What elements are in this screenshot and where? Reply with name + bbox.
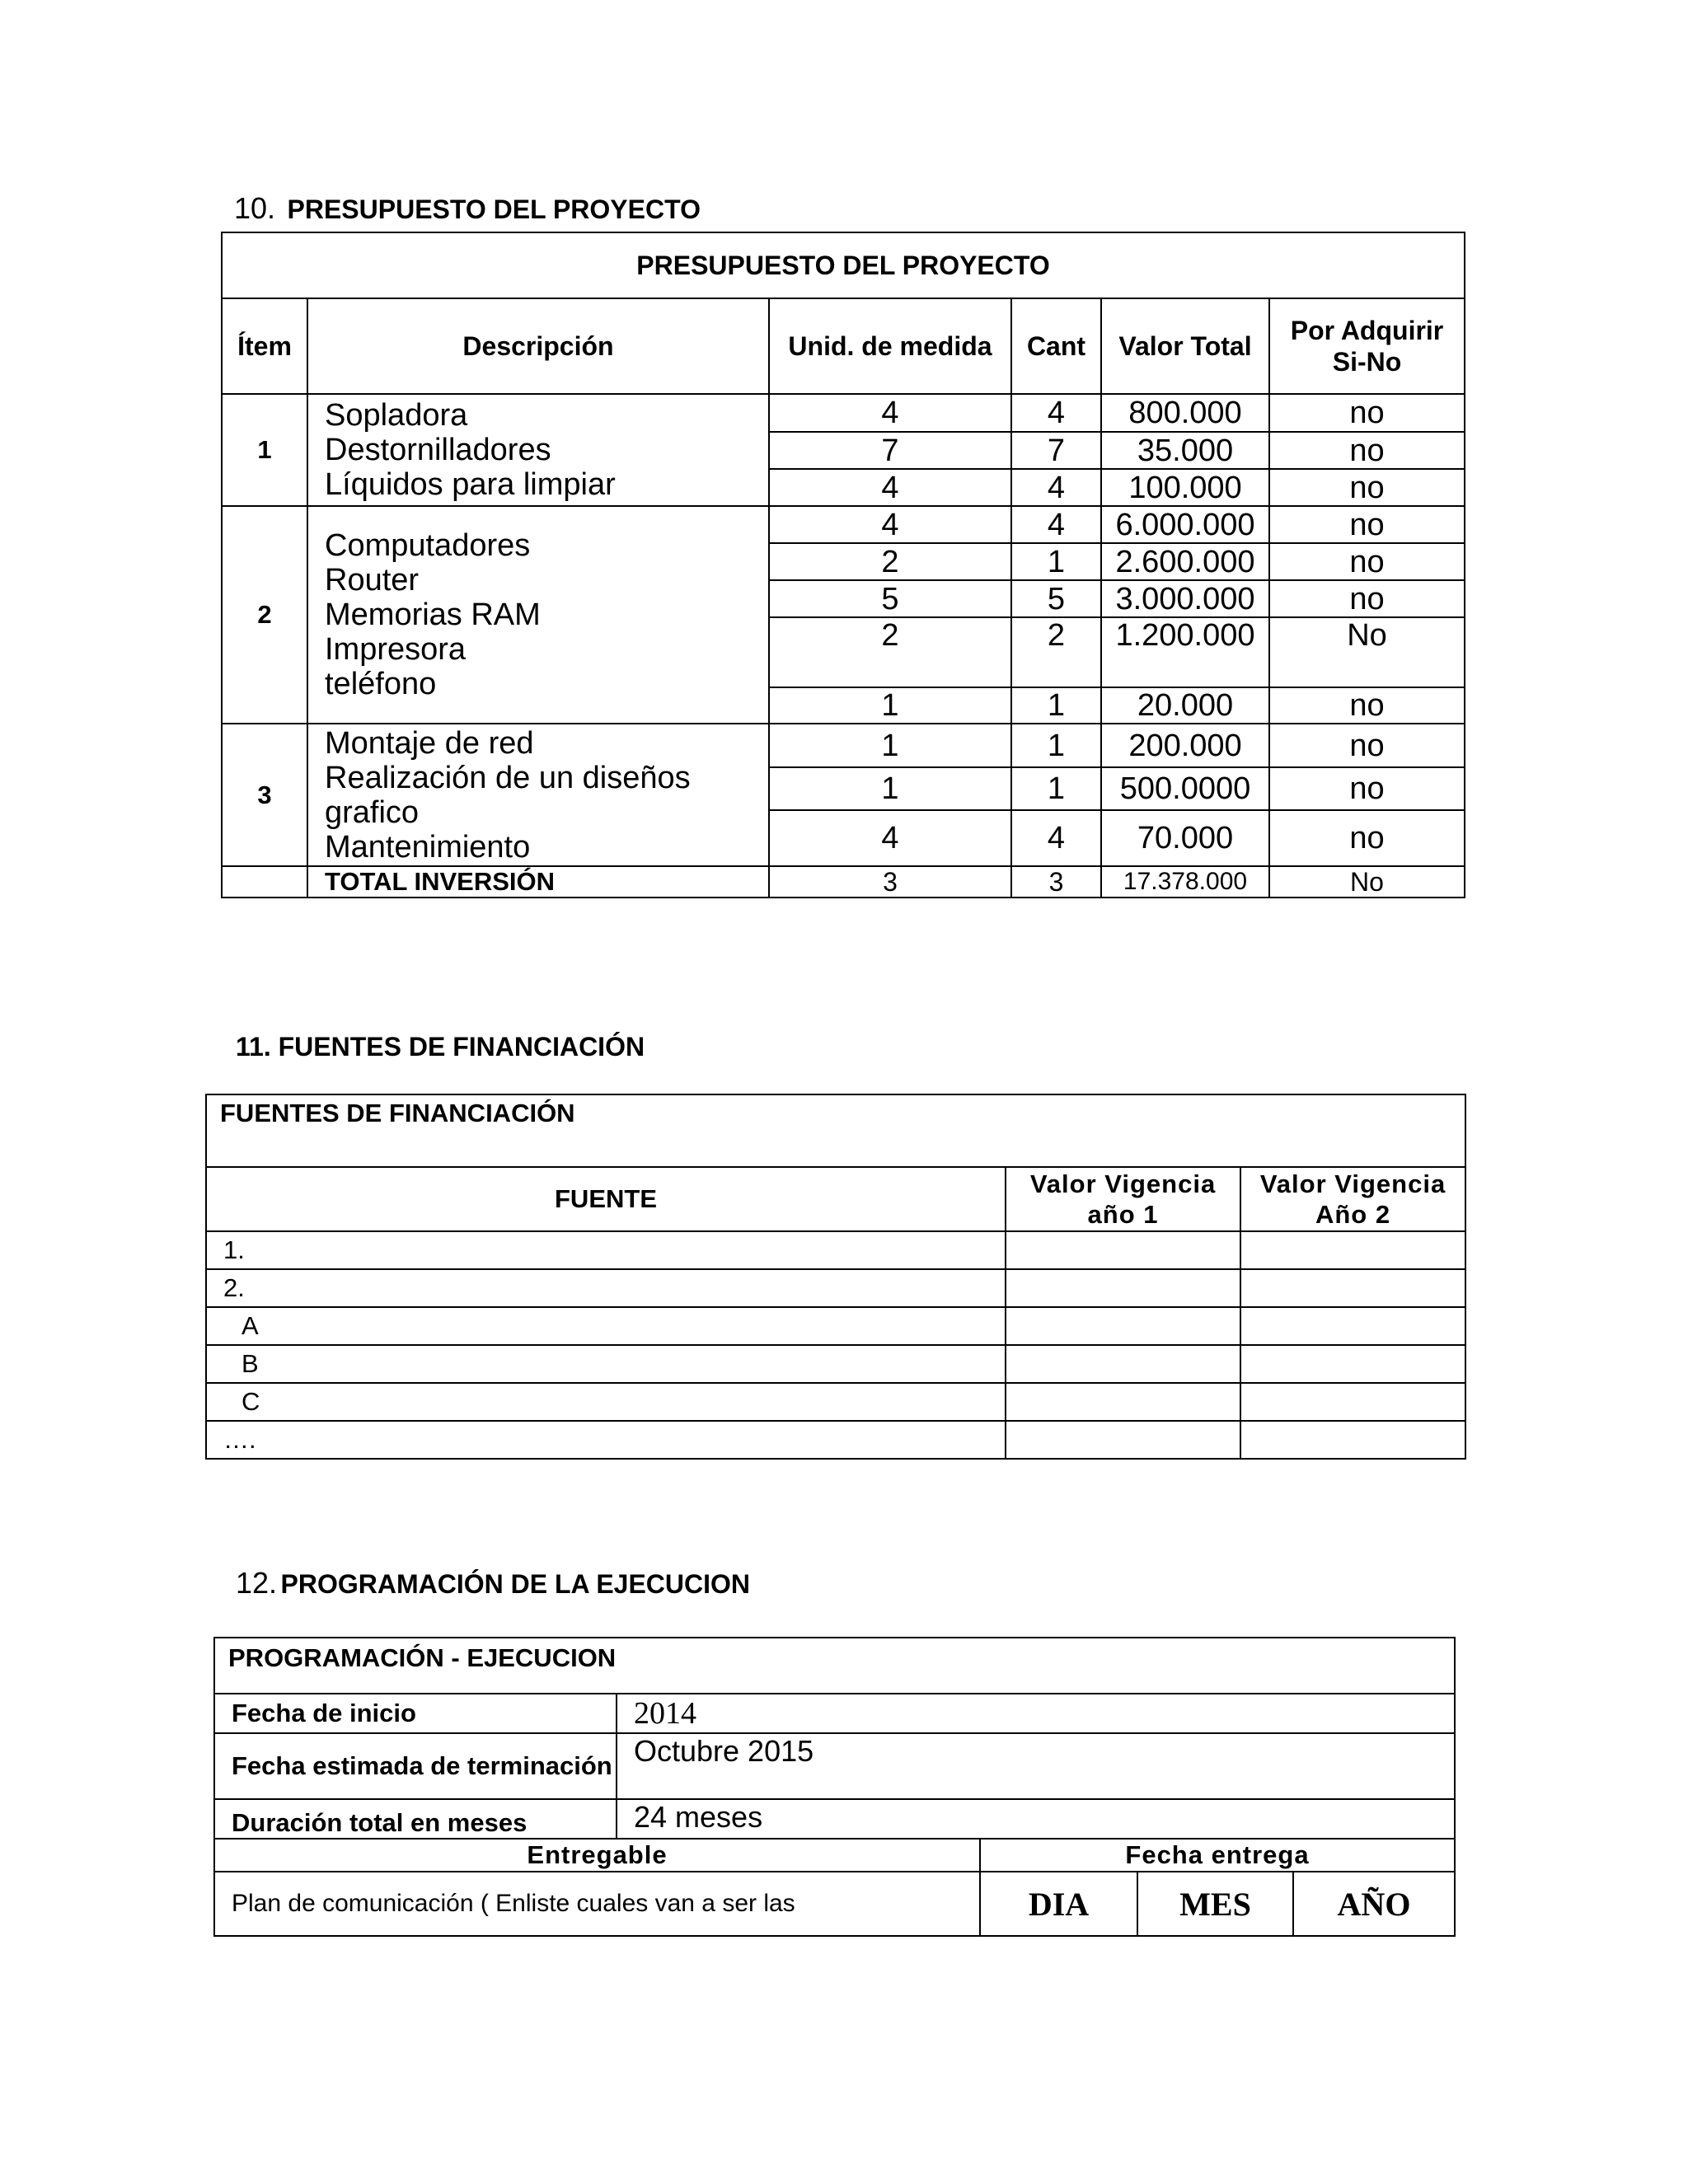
funding-y1-cell <box>1006 1231 1240 1269</box>
unit-cell: 4 <box>769 506 1011 543</box>
header-vigencia-1: Valor Vigencia año 1 <box>1006 1167 1240 1231</box>
funding-caption: FUENTES DE FINANCIACIÓN <box>206 1094 1465 1167</box>
valor-cell: 70.000 <box>1101 810 1269 866</box>
section-12-title: PROGRAMACIÓN DE LA EJECUCION <box>280 1569 751 1599</box>
total-empty-cell <box>222 866 307 898</box>
por-cell: no <box>1269 767 1465 810</box>
section-12-number: 12. <box>236 1566 278 1600</box>
header-vigencia-2: Valor Vigencia Año 2 <box>1240 1167 1465 1231</box>
cant-cell: 1 <box>1011 767 1101 810</box>
unit-cell: 4 <box>769 394 1011 432</box>
schedule-caption: PROGRAMACIÓN - EJECUCION <box>214 1638 1455 1694</box>
cant-cell: 4 <box>1011 810 1101 866</box>
description-line: Memorias RAM <box>325 598 541 632</box>
funding-row-label: A <box>206 1307 1006 1345</box>
funding-y2-cell <box>1240 1307 1465 1345</box>
cant-cell: 5 <box>1011 580 1101 617</box>
funding-y2-cell <box>1240 1383 1465 1421</box>
duracion-label: Duración total en meses <box>214 1799 617 1839</box>
mes-cell: MES <box>1137 1872 1293 1936</box>
unit-cell: 2 <box>769 543 1011 580</box>
duracion-value: 24 meses <box>617 1799 1455 1839</box>
item-description <box>307 506 769 724</box>
item-number: 3 <box>222 724 307 866</box>
fecha-terminacion-value: Octubre 2015 <box>617 1733 1455 1799</box>
total-label: TOTAL INVERSIÓN <box>307 866 769 898</box>
unit-cell: 7 <box>769 432 1011 469</box>
total-unit: 3 <box>769 866 1011 898</box>
unit-cell: 2 <box>769 617 1011 687</box>
item-description <box>307 724 769 866</box>
por-cell: no <box>1269 810 1465 866</box>
valor-cell: 1.200.000 <box>1101 617 1269 687</box>
entregable-label: Entregable <box>214 1839 980 1872</box>
header-fuente: FUENTE <box>206 1167 1006 1231</box>
funding-row-label: …. <box>206 1421 1006 1459</box>
item-number: 2 <box>222 506 307 724</box>
dia-cell: DIA <box>980 1872 1137 1936</box>
section-12-heading <box>236 1566 750 1601</box>
item-number: 1 <box>222 394 307 506</box>
funding-y2-cell <box>1240 1231 1465 1269</box>
unit-cell: 4 <box>769 469 1011 506</box>
description-line: Impresora <box>325 632 467 667</box>
schedule-table <box>213 1637 1456 1937</box>
valor-cell: 35.000 <box>1101 432 1269 469</box>
budget-caption: PRESUPUESTO DEL PROYECTO <box>222 232 1465 298</box>
unit-cell: 1 <box>769 724 1011 767</box>
description-line: Realización de un diseños <box>325 760 691 795</box>
funding-y2-cell <box>1240 1421 1465 1459</box>
por-cell: no <box>1269 394 1465 432</box>
funding-table <box>205 1094 1466 1460</box>
section-10-heading <box>234 191 701 226</box>
valor-cell: 20.000 <box>1101 687 1269 724</box>
section-10-number: 10. <box>234 191 276 225</box>
cant-cell: 4 <box>1011 506 1101 543</box>
section-10-title: PRESUPUESTO DEL PROYECTO <box>287 194 701 224</box>
total-valor: 17.378.000 <box>1101 866 1269 898</box>
unit-cell: 4 <box>769 810 1011 866</box>
description-line: Montaje de red <box>325 725 534 761</box>
unit-cell: 1 <box>769 767 1011 810</box>
funding-row-label: 2. <box>206 1269 1006 1307</box>
description-line: Computadores <box>325 528 531 563</box>
plan-comunicacion-text: Plan de comunicación ( Enliste cuales van a ser las <box>214 1872 980 1936</box>
por-cell: no <box>1269 580 1465 617</box>
header-description: Descripción <box>307 298 769 394</box>
valor-cell: 3.000.000 <box>1101 580 1269 617</box>
funding-y1-cell <box>1006 1269 1240 1307</box>
cant-cell: 7 <box>1011 432 1101 469</box>
fecha-terminacion-label: Fecha estimada de terminación <box>214 1733 617 1799</box>
cant-cell: 1 <box>1011 724 1101 767</box>
valor-cell: 800.000 <box>1101 394 1269 432</box>
unit-cell: 1 <box>769 687 1011 724</box>
fecha-inicio-value: 2014 <box>617 1694 1455 1733</box>
valor-cell: 200.000 <box>1101 724 1269 767</box>
por-cell: no <box>1269 469 1465 506</box>
description-line: Sopladora <box>325 398 468 433</box>
item-description <box>307 394 769 506</box>
valor-cell: 100.000 <box>1101 469 1269 506</box>
total-por: No <box>1269 866 1465 898</box>
cant-cell: 4 <box>1011 394 1101 432</box>
fecha-entrega-label: Fecha entrega <box>980 1839 1455 1872</box>
header-item: Ítem <box>222 298 307 394</box>
funding-y1-cell <box>1006 1383 1240 1421</box>
por-cell: no <box>1269 724 1465 767</box>
cant-cell: 2 <box>1011 617 1101 687</box>
funding-row-label: 1. <box>206 1231 1006 1269</box>
cant-cell: 1 <box>1011 687 1101 724</box>
section-11-title: 11. FUENTES DE FINANCIACIÓN <box>236 1032 645 1062</box>
description-line: Router <box>325 563 420 598</box>
cant-cell: 1 <box>1011 543 1101 580</box>
por-cell: No <box>1269 617 1465 687</box>
por-cell: no <box>1269 687 1465 724</box>
description-line: Destornilladores <box>325 433 551 467</box>
description-line: teléfono <box>325 667 437 701</box>
funding-y1-cell <box>1006 1307 1240 1345</box>
funding-row-label: B <box>206 1345 1006 1383</box>
por-cell: no <box>1269 543 1465 580</box>
fecha-inicio-label: Fecha de inicio <box>214 1694 617 1733</box>
header-unit: Unid. de medida <box>769 298 1011 394</box>
funding-y1-cell <box>1006 1421 1240 1459</box>
funding-y2-cell <box>1240 1269 1465 1307</box>
header-valor-total: Valor Total <box>1101 298 1269 394</box>
por-cell: no <box>1269 432 1465 469</box>
anio-cell: AÑO <box>1293 1872 1455 1936</box>
unit-cell: 5 <box>769 580 1011 617</box>
description-line: grafico <box>325 794 420 830</box>
description-line: Líquidos para limpiar <box>325 467 616 502</box>
valor-cell: 6.000.000 <box>1101 506 1269 543</box>
description-line: Mantenimiento <box>325 829 531 865</box>
valor-cell: 500.0000 <box>1101 767 1269 810</box>
valor-cell: 2.600.000 <box>1101 543 1269 580</box>
header-cant: Cant <box>1011 298 1101 394</box>
header-por-adquirir: Por Adquirir Si-No <box>1269 298 1465 394</box>
funding-row-label: C <box>206 1383 1006 1421</box>
por-cell: no <box>1269 506 1465 543</box>
cant-cell: 4 <box>1011 469 1101 506</box>
funding-y2-cell <box>1240 1345 1465 1383</box>
funding-y1-cell <box>1006 1345 1240 1383</box>
total-cant: 3 <box>1011 866 1101 898</box>
budget-table <box>221 232 1465 898</box>
